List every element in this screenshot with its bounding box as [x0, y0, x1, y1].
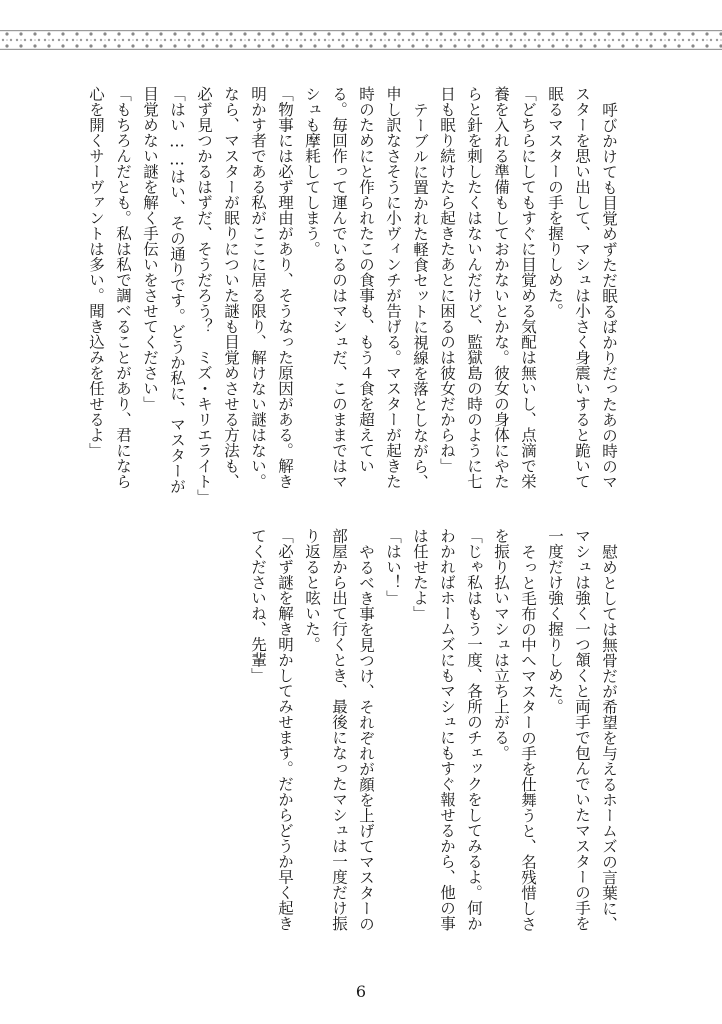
page-number: 6: [355, 982, 367, 1001]
paragraph: 呼びかけても目覚めずただ眠るばかりだったあの時のマスターを思い出して、マシュは小さく身震いすると跪いて眠るマスターの手を握りしめた。: [546, 86, 618, 489]
dialogue-paragraph: 「もちろんだとも。私は私で調べることがあり、君になら心を開くサーヴァントは多い。聞き込みを任せるよ」: [87, 86, 132, 489]
dialogue-paragraph: 「必ず謎を解き明かしてみせます。だからどうか早く起きてくださいね、先輩」: [249, 528, 294, 931]
dialogue-paragraph: 「物事には必ず理由があり、そうなった原因がある。解き明かす者である私がここに居る限り、解けない謎はない。なら、マスターが眠りについた謎も目覚めさせる方法も、必ず見つかるはずだ、そうだろう？ ミズ・キリエライト」: [195, 86, 294, 505]
paragraph: やるべき事を見つけ、それぞれが顔を上げてマスターの部屋から出て行くとき、最後になったマシュは一度だけ振り返ると呟いた。: [303, 528, 375, 931]
dialogue-paragraph: 「はい……はい、その通りです。どうか私に、マスターが目覚めない謎を解く手伝いをさせてください」: [141, 86, 186, 494]
dialogue-paragraph: 「はい！」: [384, 528, 402, 606]
paragraph: テーブルに置かれた軽食セットに視線を落としながら、申し訳なさそうに小ヴィンチが告げる。マスターが起きた時のためにと作られたこの食事も、もう４食を超えている。毎回作って運んでいるのはマシュだ、このままではマシュも摩耗してしまう。: [303, 86, 429, 489]
dialogue-paragraph: 「じゃ私はもう一度、各所のチェックをしてみるよ。何かわかればホームズにもマシュにもすぐ報せるから、他の事は任せたよ」: [411, 528, 483, 931]
decorative-border: [0, 30, 722, 50]
upper-text-block: [87, 86, 622, 505]
paragraph: そっと毛布の中へマスターの手を仕舞うと、名残惜しさを振り払いマシュは立ち上がる。: [492, 528, 537, 931]
border-pattern: [0, 30, 722, 50]
paragraph: 慰めとしては無骨だが希望を与えるホームズの言葉に、マシュは強く一つ頷くと両手で包んでいたマスターの手を一度だけ強く握りしめた。: [546, 528, 618, 931]
dialogue-paragraph: 「どちらにしてもすぐに目覚める気配は無いし、点滴で栄養を入れる準備もしておかないとかな。彼女の身体にやたらと針を刺したくはないんだけど、監獄島の時のように七日も眠り続けたら起きたあとに困るのは彼女だからね」: [438, 86, 537, 489]
lower-text-block: [249, 528, 622, 940]
